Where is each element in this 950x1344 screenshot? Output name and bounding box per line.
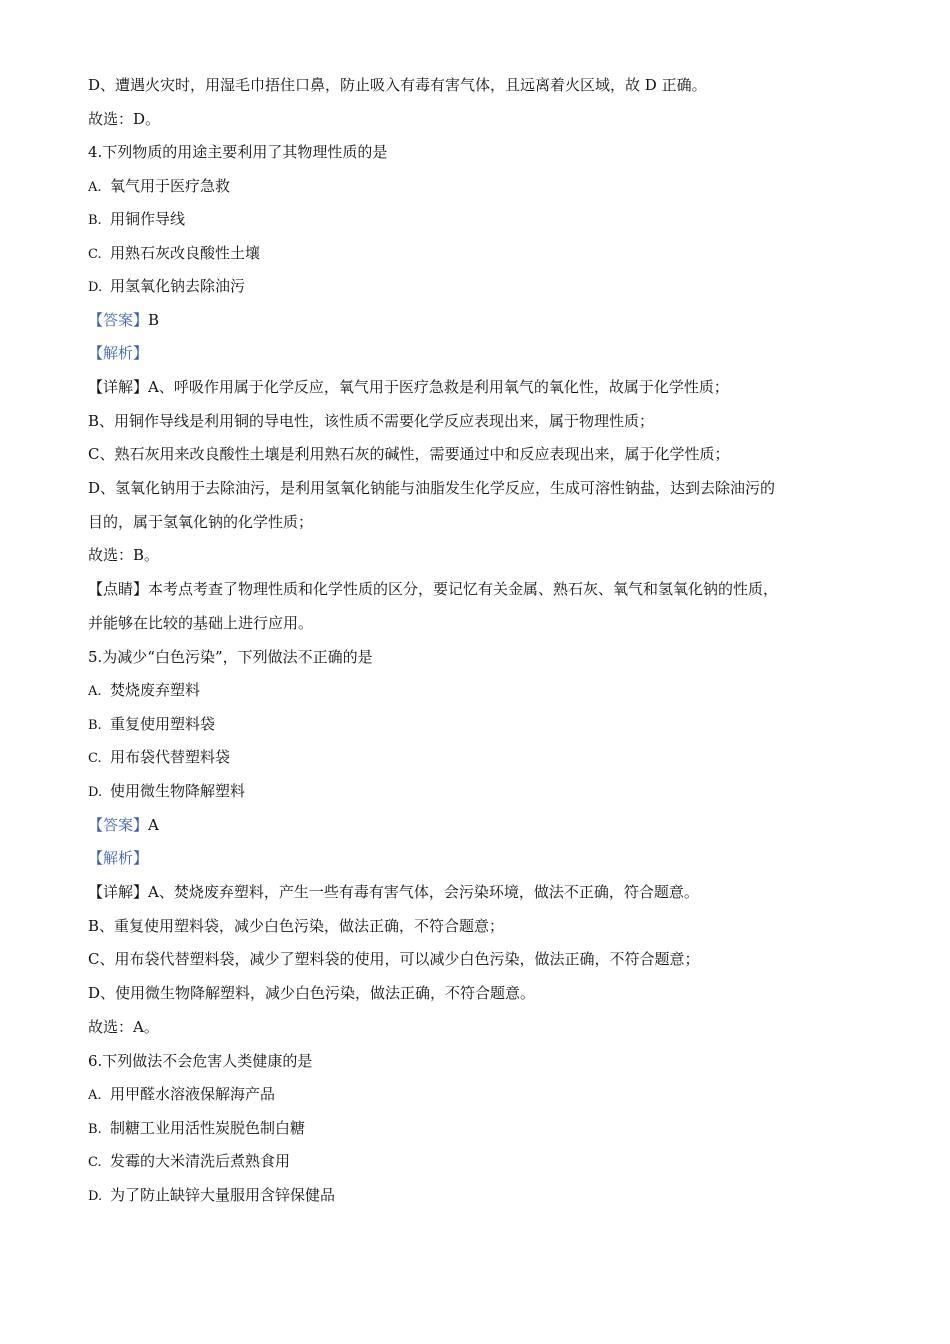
option-letter: C. [88, 247, 102, 262]
text-line: 【点睛】本考点考查了物理性质和化学性质的区分，要记忆有关金属、熟石灰、氧气和氢氧化钠的性质， [88, 580, 779, 598]
text-line: B、用铜作导线是利用铜的导电性，该性质不需要化学反应表现出来，属于物理性质； [88, 412, 655, 430]
text-line: D、遭遇火灾时，用湿毛巾捂住口鼻，防止吸入有毒有害气体，且远离着火区域，故 D 正确。 [88, 76, 707, 94]
option-letter: C. [88, 751, 102, 766]
option-letter: D. [88, 280, 103, 295]
answer-option [88, 177, 230, 197]
text-line: 故选：D。 [88, 110, 161, 128]
option-letter: A. [88, 180, 102, 195]
section-tag: 【解析】 [88, 849, 149, 867]
option-text: 制糖工业用活性炭脱色制白糖 [110, 1119, 306, 1137]
option-text: 用铜作导线 [110, 210, 186, 228]
answer-option [88, 244, 260, 264]
option-letter: B. [88, 1122, 102, 1137]
section-tag-line [88, 344, 148, 362]
option-text: 用熟石灰改良酸性土壤 [110, 244, 261, 262]
option-letter: B. [88, 213, 102, 228]
section-tag-line [88, 816, 159, 834]
section-tag-value: B [148, 311, 160, 329]
option-letter: A. [88, 1088, 102, 1103]
answer-option [88, 748, 230, 768]
option-text: 发霉的大米清洗后煮熟食用 [110, 1152, 291, 1170]
option-text: 焚烧废弃塑料 [110, 681, 201, 699]
section-tag-value: A [148, 816, 159, 834]
text-line: B、重复使用塑料袋，减少白色污染，做法正确，不符合题意； [88, 917, 505, 935]
text-line: 6.下列做法不会危害人类健康的是 [88, 1052, 313, 1070]
text-line: 4.下列物质的用途主要利用了其物理性质的是 [88, 143, 388, 161]
option-letter: C. [88, 1155, 102, 1170]
section-tag-line [88, 311, 159, 329]
option-letter: A. [88, 684, 102, 699]
section-tag: 【答案】 [88, 816, 149, 834]
text-line: 【详解】A、呼吸作用属于化学反应，氧气用于医疗急救是利用氧气的氧化性，故属于化学性质； [88, 378, 729, 396]
option-text: 用布袋代替塑料袋 [110, 748, 231, 766]
text-line: D、使用微生物降解塑料，减少白色污染，做法正确，不符合题意。 [88, 984, 536, 1002]
answer-option [88, 277, 245, 297]
option-text: 用甲醛水溶液保解海产品 [110, 1085, 276, 1103]
answer-option [88, 715, 215, 735]
text-line: D、氢氧化钠用于去除油污，是利用氢氧化钠能与油脂发生化学反应，生成可溶性钠盐，达到去除油污的 [88, 479, 776, 497]
option-letter: D. [88, 1189, 103, 1204]
text-line: 5.为减少“白色污染”，下列做法不正确的是 [88, 648, 373, 666]
option-text: 重复使用塑料袋 [110, 715, 216, 733]
text-line: 故选：A。 [88, 1018, 159, 1036]
answer-option [88, 1186, 335, 1206]
option-text: 用氢氧化钠去除油污 [110, 277, 246, 295]
answer-option [88, 1152, 290, 1172]
section-tag: 【答案】 [88, 311, 149, 329]
option-text: 使用微生物降解塑料 [110, 782, 246, 800]
section-tag: 【解析】 [88, 344, 149, 362]
text-line: 并能够在比较的基础上进行应用。 [88, 614, 314, 632]
option-letter: D. [88, 785, 103, 800]
option-letter: B. [88, 718, 102, 733]
text-line: 【详解】A、焚烧废弃塑料，产生一些有毒有害气体，会污染环境，做法不正确，符合题意。 [88, 883, 699, 901]
option-text: 为了防止缺锌大量服用含锌保健品 [110, 1186, 336, 1204]
text-line: 目的，属于氢氧化钠的化学性质； [88, 513, 314, 531]
option-text: 氧气用于医疗急救 [110, 177, 231, 195]
text-line: 故选：B。 [88, 546, 160, 564]
text-line: C、用布袋代替塑料袋，减少了塑料袋的使用，可以减少白色污染，做法正确，不符合题意； [88, 950, 700, 968]
answer-option [88, 782, 245, 802]
section-tag-line [88, 849, 148, 867]
answer-option [88, 681, 200, 701]
text-line: C、熟石灰用来改良酸性土壤是利用熟石灰的碱性，需要通过中和反应表现出来，属于化学性质； [88, 445, 730, 463]
answer-option [88, 1119, 305, 1139]
answer-option [88, 1085, 275, 1105]
answer-option [88, 210, 185, 230]
